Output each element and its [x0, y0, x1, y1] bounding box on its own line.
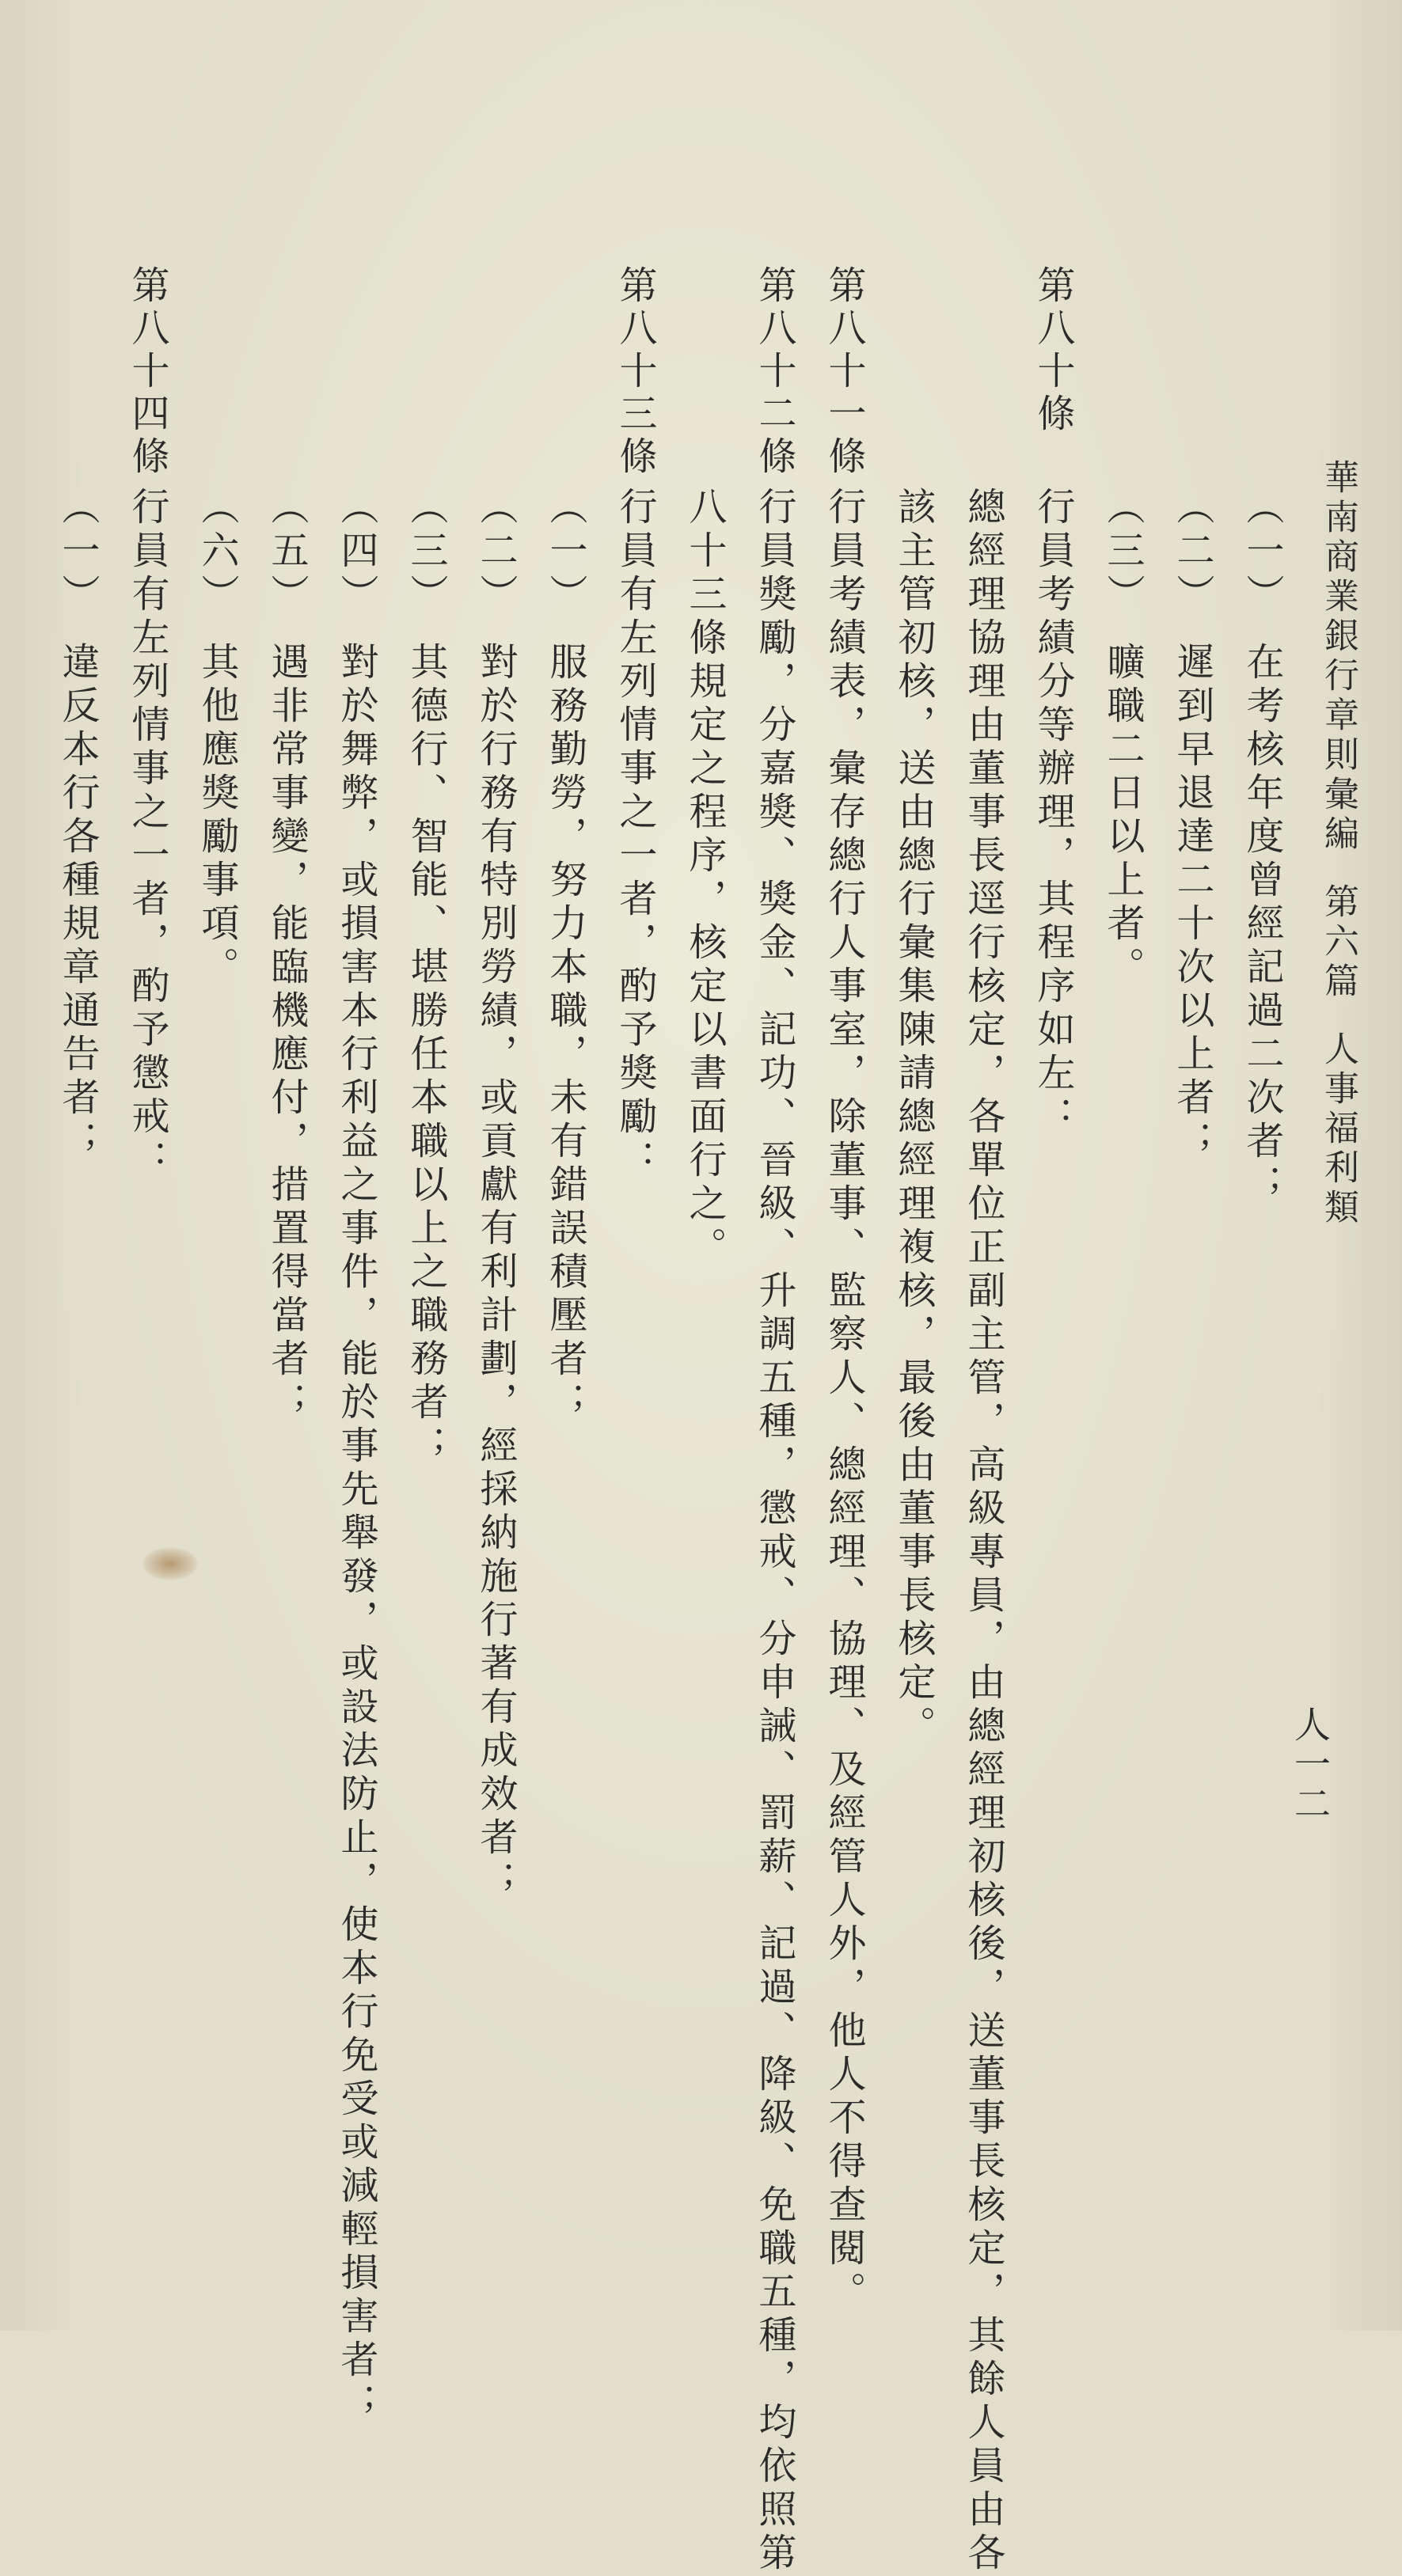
- text-column: （一） 服務勤勞，努力本職，未有錯誤積壓者；: [543, 487, 587, 1425]
- category-label: 人事福利類: [1318, 1030, 1358, 1228]
- text-column: （三） 其德行、智能、堪勝任本職以上之職務者；: [404, 487, 448, 1469]
- text-column: 該主管初核，送由總行彙集陳請總經理複核，最後由董事長核定。: [891, 487, 936, 1749]
- section-label: 第六篇: [1318, 883, 1358, 1002]
- text-column: （三） 曠職二日以上者。: [1100, 487, 1145, 990]
- article-label: 第八十四條: [125, 265, 169, 479]
- text-column: （五） 遇非常事變，能臨機應付，措置得當者；: [264, 487, 309, 1425]
- text-column: （二） 遲到早退達二十次以上者；: [1170, 487, 1214, 1164]
- article-text: 行員考績分等辦理，其程序如左：: [1031, 487, 1075, 1140]
- running-header: [1318, 459, 1358, 1228]
- article-text: 行員有左列情事之一者，酌予懲戒：: [125, 487, 169, 1183]
- paper-stain: [142, 1547, 198, 1580]
- page-number: 人一二: [1289, 1705, 1332, 1824]
- article-text: 行員有左列情事之一者，酌予獎勵：: [613, 487, 657, 1183]
- text-column: （六） 其他應獎勵事項。: [195, 487, 239, 990]
- text-column: （二） 對於行務有特別勞績，或貢獻有利計劃，經採納施行著有成效者；: [473, 487, 518, 1904]
- text-column: （一） 違反本行各種規章通告者；: [55, 487, 100, 1164]
- article-label: 第八十一條: [822, 265, 866, 479]
- article-text: 行員獎勵，分嘉獎、獎金、記功、晉級、升調五種，懲戒、分申誡、罰薪、記過、降級、免職五種，均依照第: [752, 487, 796, 2576]
- article-label: 第八十條: [1031, 265, 1075, 436]
- book-title: 華南商業銀行章則彙編: [1318, 459, 1358, 855]
- article-text: 行員考績表，彙存總行人事室，除董事、監察人、總經理、協理、及經管人外，他人不得查閱。: [822, 487, 866, 2315]
- text-column: 總經理協理由董事長逕行核定，各單位正副主管，高級專員，由總經理初核後，送董事長核定，其餘人員由各: [961, 487, 1005, 2576]
- text-column: （一） 在考核年度曾經記過二次者；: [1240, 487, 1284, 1208]
- article-label: 第八十三條: [613, 265, 657, 479]
- text-column: （四） 對於舞弊，或損害本行利益之事件，能於事先舉發，或設法防止，使本行免受或減輕損害者；: [334, 487, 378, 2426]
- article-label: 第八十二條: [752, 265, 796, 479]
- text-column: 八十三條規定之程序，核定以書面行之。: [682, 487, 727, 1270]
